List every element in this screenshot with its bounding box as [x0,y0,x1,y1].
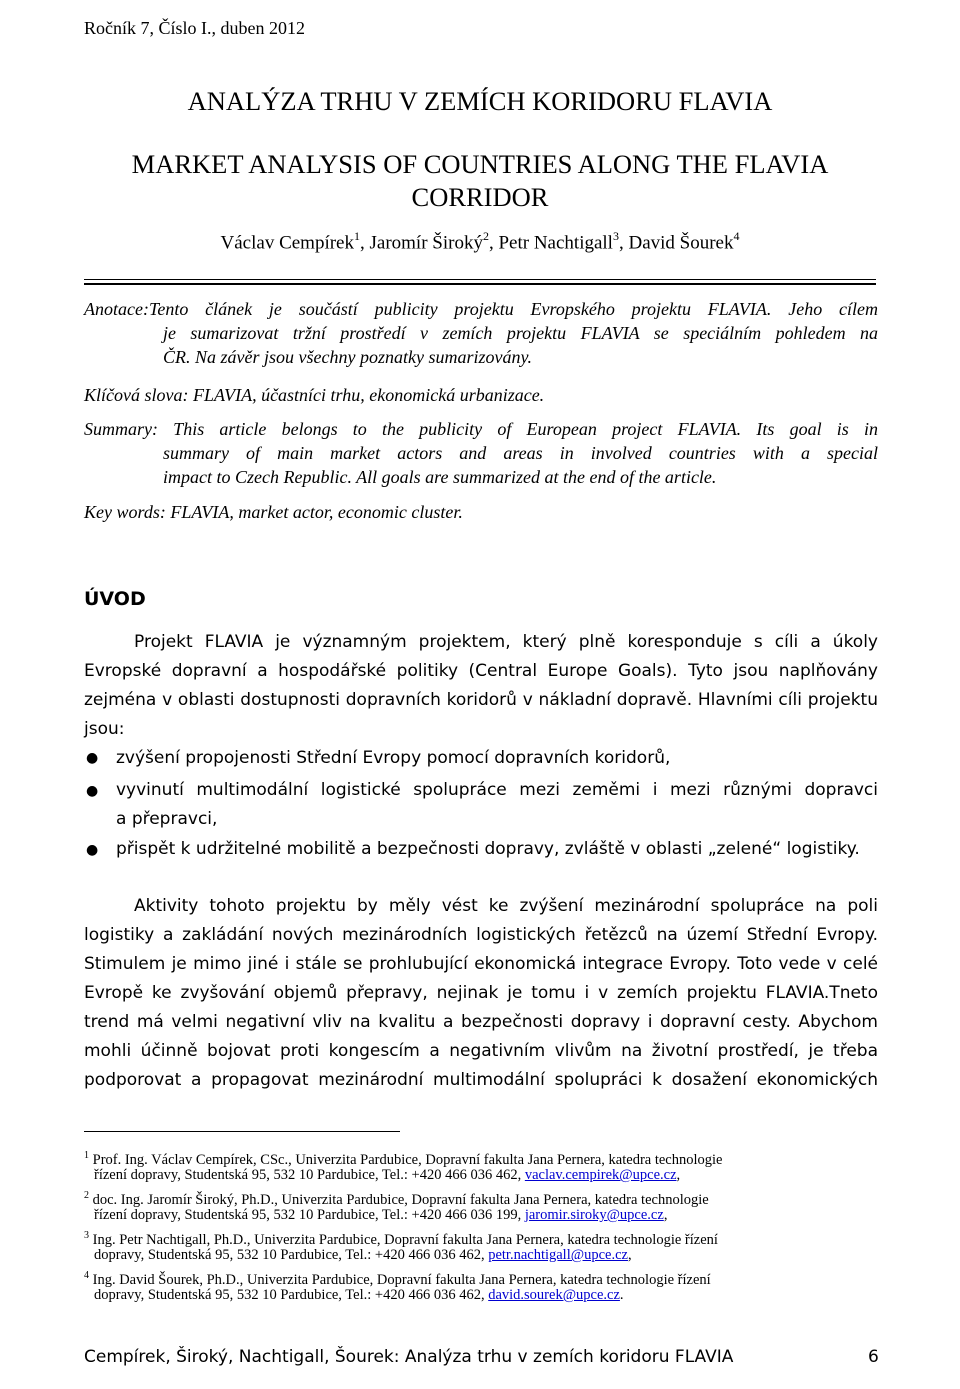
footnote-number: 2 [84,1190,89,1201]
paragraph-line: mohli účinně bojovat proti kongescím a negativním vlivům na životní prostředí, je třeba [84,1041,878,1061]
footnote-number: 4 [84,1270,89,1281]
paragraph-line: jsou: [84,719,125,739]
author-footnote-ref: 2 [482,229,489,243]
footnote-punct: . [619,1287,624,1303]
footnote-email-link[interactable]: jaromir.siroky@upce.cz [524,1207,664,1223]
footnote-1-continued [94,1166,680,1186]
footnote-text: Prof. Ing. Václav Cempírek, CSc., Univerzita Pardubice, Dopravní fakulta Jana Pernera, katedra technologie [92,1151,723,1168]
paragraph-line: Projekt FLAVIA je významným projektem, který plně koresponduje s cíli a úkoly [134,632,878,652]
footnote-punct: , [663,1207,668,1223]
bullet-item: zvýšení propojenosti Střední Evropy pomocí dopravních koridorů, [116,748,671,768]
paragraph-line: Evropě ke zvyšování objemů přepravy, nejinak je tomu i v zemích projektu FLAVIA.Tneto [84,983,878,1003]
bullet-item: vyvinutí multimodální logistické spolupráce mezi zeměmi i mezi různými dopravci [116,780,878,800]
footnote-punct: , [627,1247,632,1263]
page-footer: Cempírek, Široký, Nachtigall, Šourek: Analýza trhu v zemích koridoru FLAVIA [84,1347,734,1367]
author-name: Petr Nachtigall [498,232,613,254]
footnote-text: Ing. Petr Nachtigall, Ph.D., Univerzita Pardubice, Dopravní fakulta Jana Pernera, katedra technologie řízení [92,1231,718,1248]
keywords-czech: Klíčová slova: FLAVIA, účastníci trhu, ekonomická urbanizace. [84,385,545,405]
paragraph-line: zejména v oblasti dostupnosti dopravních koridorů v nákladní dopravě. Hlavními cíli projektu [84,690,878,710]
footnote-text: dopravy, Studentská 95, 532 10 Pardubice, Tel.: +420 466 036 462, [94,1287,489,1303]
author-name: Václav Cempírek [220,232,354,254]
paragraph-line: podporovat a propagovat mezinárodní multimodální spolupráci k dosažení ekonomických [84,1070,878,1090]
footnote-email-link[interactable]: david.sourek@upce.cz [488,1287,620,1303]
bullet-item: přispět k udržitelné mobilitě a bezpečnosti dopravy, zvláště v oblasti „zelené“ logistiky. [116,839,860,859]
summary-line: summary of main market actors and areas in involved countries with a special [163,443,878,463]
page-number: 6 [868,1347,879,1367]
paragraph-line: Aktivity tohoto projektu by měly vést ke zvýšení mezinárodní spolupráce na poli [134,896,878,916]
footnote-punct: , [676,1167,681,1183]
author-footnote-ref: 1 [354,229,360,243]
footnote-text: řízení dopravy, Studentská 95, 532 10 Pardubice, Tel.: +420 466 036 462, [94,1167,525,1183]
summary-line: Summary: This article belongs to the publicity of European project FLAVIA. Its goal is in [84,419,878,439]
author-footnote-ref: 3 [612,229,619,243]
footnote-text: Ing. David Šourek, Ph.D., Univerzita Pardubice, Dopravní fakulta Jana Pernera, katedra technologie řízení [92,1271,711,1288]
footnote-3-continued [94,1246,632,1266]
paragraph-line: Evropské dopravní a hospodářské politiky (Central Europe Goals). Tyto jsou naplňovány [84,661,878,681]
bullet-item-continued: a přepravci, [116,809,218,829]
author-name: Jaromír Široký [369,232,483,254]
abstract-line: ČR. Na závěr jsou všechny poznatky sumarizovány. [163,347,532,367]
abstract-line: je sumarizovat tržní prostředí v zemích projektu FLAVIA se speciálním pohledem na [163,323,878,343]
footnote-text: doc. Ing. Jaromír Široký, Ph.D., Univerzita Pardubice, Dopravní fakulta Jana Pernera, katedra technologie [92,1191,709,1208]
keywords-english: Key words: FLAVIA, market actor, economic cluster. [84,502,463,522]
bullet-icon: ● [86,783,99,799]
footnote-email-link[interactable]: petr.nachtigall@upce.cz [488,1247,628,1263]
title-english-line2: CORRIDOR [411,182,549,212]
footnote-text: řízení dopravy, Studentská 95, 532 10 Pardubice, Tel.: +420 466 036 199, [94,1207,525,1223]
footnote-number: 1 [84,1150,89,1161]
title-czech: ANALÝZA TRHU V ZEMÍCH KORIDORU FLAVIA [187,86,773,116]
author-list: Václav Cempírek$^1$, Jaromír Široký$^2$, Petr Nachtigall$^3$, David Šourek$^4$ [220,229,740,254]
title-divider [84,279,876,280]
paragraph-line: Stimulem je mimo jiné i stále se prohlubující ekonomická integrace Evropy. Toto vede v celé [84,954,878,974]
footnote-2-continued [94,1206,667,1226]
title-divider-thick [84,283,876,285]
footnote-email-link[interactable]: vaclav.cempirek@upce.cz [524,1167,677,1183]
section-heading-uvod: ÚVOD [84,588,146,610]
footnote-separator [84,1131,400,1132]
summary-line: impact to Czech Republic. All goals are summarized at the end of the article. [163,467,717,487]
bullet-icon: ● [86,750,99,766]
title-english-line1: MARKET ANALYSIS OF COUNTRIES ALONG THE FLAVIA [131,149,829,179]
footnote-number: 3 [84,1230,89,1241]
author-name: David Šourek [628,232,734,254]
bullet-icon: ● [86,842,99,858]
footnote-text: dopravy, Studentská 95, 532 10 Pardubice, Tel.: +420 466 036 462, [94,1247,489,1263]
author-footnote-ref: 4 [733,229,740,243]
paragraph-line: logistiky a zakládání nových mezinárodních logistických řetězců na území Střední Evropy. [84,925,878,945]
footnote-4-continued [94,1286,624,1306]
abstract-line: Anotace:Tento článek je součástí publicity projektu Evropského projektu FLAVIA. Jeho cílem [84,299,878,319]
paragraph-line: trend má velmi negativní vliv na kvalitu a bezpečnosti dopravy i dopravní cesty. Abychom [84,1012,878,1032]
journal-issue-header: Ročník 7, Číslo I., duben 2012 [84,18,305,38]
